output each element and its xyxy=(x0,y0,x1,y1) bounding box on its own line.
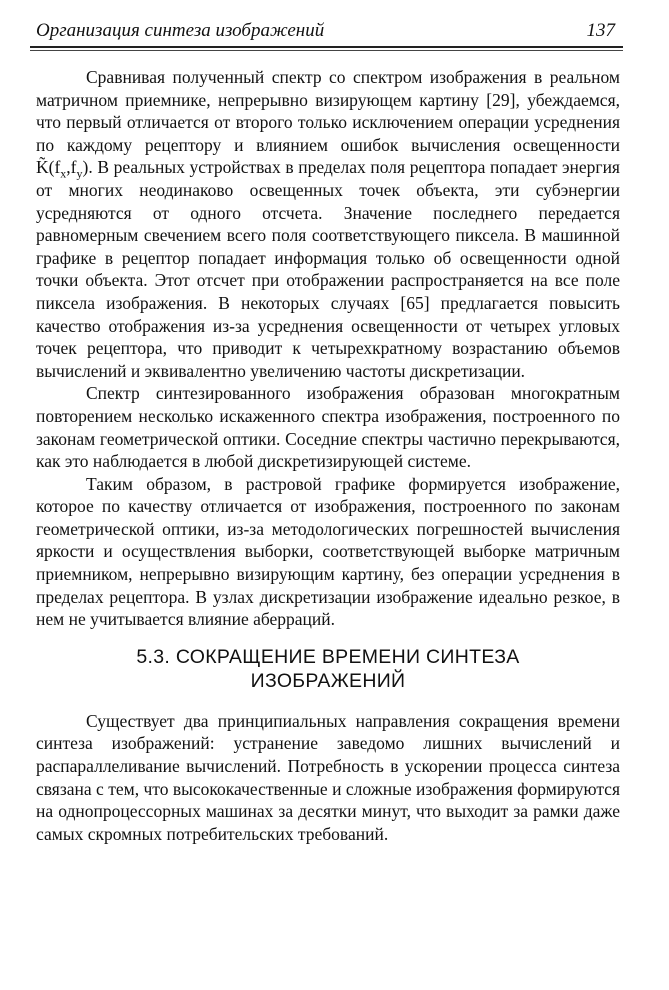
formula-comma: ,f xyxy=(66,157,77,178)
formula-sub-y: y xyxy=(76,166,83,181)
formula-illuminance xyxy=(36,157,89,181)
header-rule-thick xyxy=(30,46,623,48)
paragraph-2: Спектр синтезированного изображения образован многократным повторением несколько искаженного спектра изображения, построенного по законам геометрической оптики. Соседние спектры частично перекрываются, как это наблюдается в любой дискретизирующей системе. xyxy=(36,383,620,472)
formula-sub-x: x xyxy=(60,166,67,181)
paragraph-4: Существует два принципиальных направления сокращения времени синтеза изображений: устранение заведомо лишних вычислений и распараллеливание вычислений. Потребность в ускорении процесса синтеза связана с тем, что высококачественные и сложные изображения формируются на однопроцессорных машинах за десятки минут, что выходит за рамки даже самых скромных потребительских требований. xyxy=(36,710,620,844)
paragraph-1 xyxy=(36,66,620,382)
formula-k: K̃(f xyxy=(36,157,61,178)
running-header xyxy=(32,18,621,46)
formula-close: ) xyxy=(82,157,89,178)
body-text xyxy=(36,66,620,845)
paragraph-3: Таким образом, в растровой графике формируется изображение, которое по качеству отличается от изображения, построенного по законам геометрической оптики, из-за методологических погрешностей вычисления яркости и осуществления выборки, соответствующей выборке матричным приемником, непрерывно визирующим картину, без операции усреднения в пределах рецептора. В узлах дискретизации изображение идеально резкое, в нем не учитывается влияние аберраций. xyxy=(36,473,620,630)
section-heading xyxy=(36,645,620,693)
header-rule-thin xyxy=(30,50,623,51)
running-title: Организация синтеза изображений xyxy=(36,20,325,41)
page-number: 137 xyxy=(586,20,615,41)
paragraph-1-text-b: . В реальных устройствах в пределах поля рецептора попадает энергия от многих неодинаково освещенных точек объекта, эти субэнергии усредняются от одного отсчета. Значение последнего передается равномерным свечением всего поля соответствующего пиксела. В машинной графике в рецептор попадает информация только об освещенности одной точки объекта. Этот отсчет при отображении распространяется на все поле пиксела изображения. В некоторых случаях [65] предлагается повысить качество отображения из-за усреднения освещенности от четырех угловых точек рецептора, что приводит к четырехкратному возрастанию объемов вычислений и эквивалентно увеличению частоты дискретизации. xyxy=(36,157,620,381)
section-heading-line-1: 5.3. СОКРАЩЕНИЕ ВРЕМЕНИ СИНТЕЗА xyxy=(136,645,520,668)
section-heading-line-2: ИЗОБРАЖЕНИЙ xyxy=(250,669,406,692)
paragraph-1-text-a: Сравнивая полученный спектр со спектром изображения в реальном матричном приемнике, непрерывно визирующем картину [29], убеждаемся, что первый отличается от второго только исключением операции усреднения по каждому рецептору и влиянием ошибок вычисления освещенности xyxy=(36,67,620,155)
